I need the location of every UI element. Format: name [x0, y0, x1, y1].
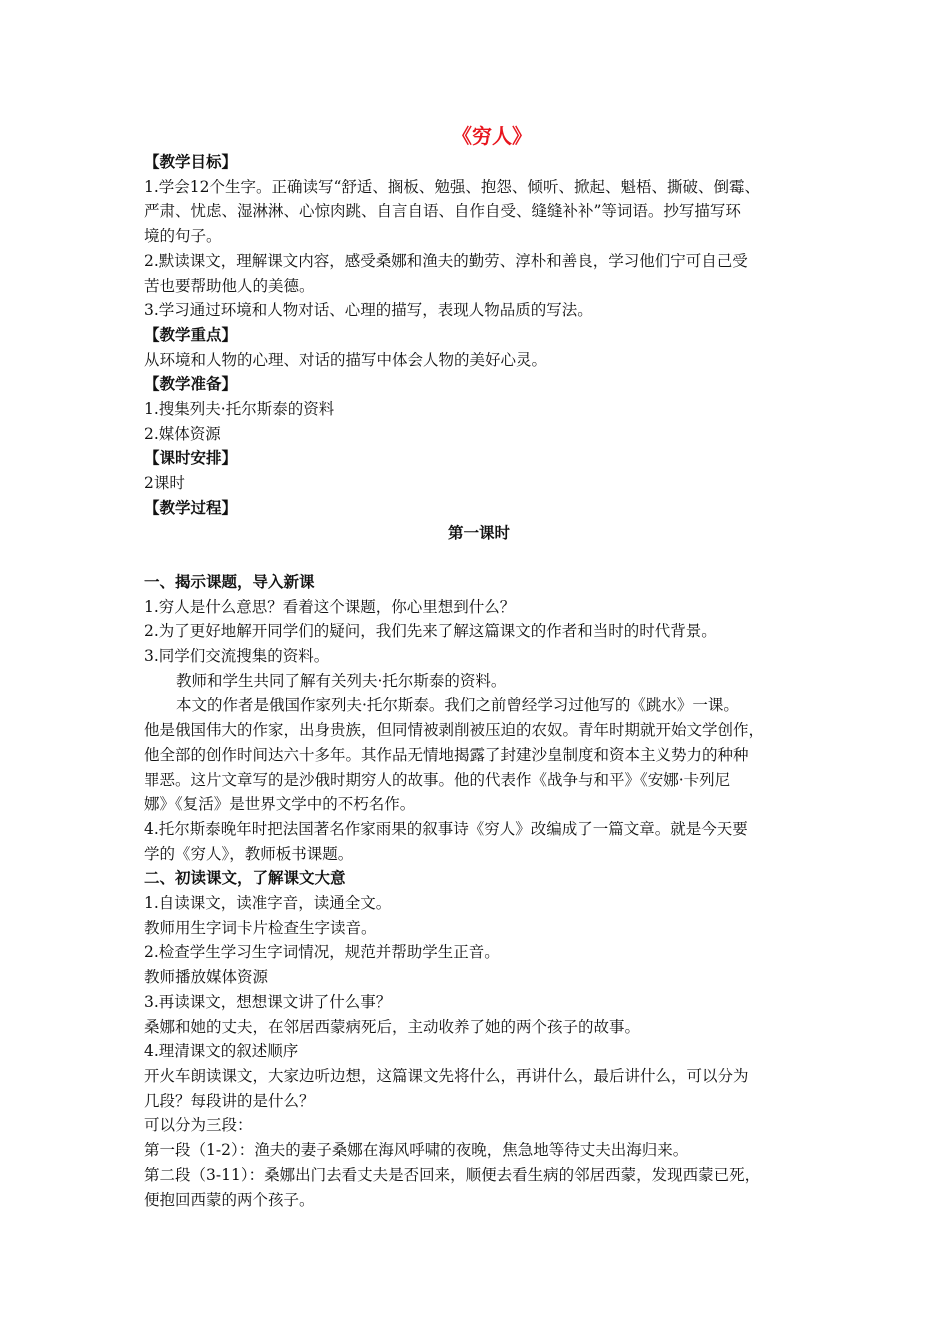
- section-heading: 【教学过程】: [144, 497, 238, 517]
- text-line: 可以分为三段：: [144, 1116, 253, 1135]
- text-line: 他全部的创作时间达六十多年。其作品无情地揭露了封建沙皇制度和资本主义势力的种种: [144, 745, 749, 764]
- text-line: 3.再读课文，想想课文讲了什么事？: [144, 992, 392, 1011]
- text-line: 教师播放媒体资源: [144, 968, 269, 987]
- section-heading: 【教学准备】: [144, 374, 238, 394]
- document-page: [144, 122, 814, 1212]
- text-line: 2课时: [144, 474, 185, 493]
- text-line: 1.搜集列夫·托尔斯泰的资料: [144, 400, 335, 419]
- text-line: 从环境和人物的心理、对话的描写中体会人物的美好心灵。: [144, 350, 548, 369]
- indented-paragraph-line: 本文的作者是俄国作家列夫·托尔斯泰。我们之前曾经学习过他写的《跳水》一课。: [176, 696, 739, 715]
- text-line: 4.理清课文的叙述顺序: [144, 1042, 299, 1061]
- lesson-subtitle: 第一课时: [447, 522, 510, 542]
- text-line: 境的句子。: [144, 227, 222, 246]
- text-line: 1.自读课文，读准字音，读通全文。: [144, 894, 392, 913]
- blank-line: [144, 545, 814, 570]
- text-line: 教师用生字词卡片检查生字读音。: [144, 918, 377, 937]
- section-heading: 一、揭示课题，导入新课: [144, 571, 315, 591]
- section-heading: 【课时安排】: [144, 448, 238, 468]
- text-line: 严肃、忧虑、湿淋淋、心惊肉跳、自言自语、自作自受、缝缝补补”等词语。抄写描写环: [144, 202, 741, 221]
- document-body: [144, 150, 814, 1212]
- text-line: 2.为了更好地解开同学们的疑问，我们先来了解这篇课文的作者和当时的时代背景。: [144, 622, 717, 641]
- text-line: 几段？每段讲的是什么？: [144, 1091, 315, 1110]
- text-line: 桑娜和她的丈夫，在邻居西蒙病死后，主动收养了她的两个孩子的故事。: [144, 1017, 641, 1036]
- text-line: 苦也要帮助他人的美德。: [144, 276, 315, 295]
- text-line: 第一段（1-2）：渔夫的妻子桑娜在海风呼啸的夜晚，焦急地等待丈夫出海归来。: [144, 1141, 689, 1160]
- section-heading: 【教学目标】: [144, 152, 238, 171]
- text-line: 开火车朗读课文，大家边听边想，这篇课文先将什么，再讲什么，最后讲什么，可以分为: [144, 1067, 749, 1085]
- text-line: 便抱回西蒙的两个孩子。: [144, 1190, 315, 1209]
- text-line: 2.检查学生学习生字词情况，规范并帮助学生正音。: [144, 943, 500, 962]
- text-line: 3.同学们交流搜集的资料。: [144, 647, 330, 666]
- text-line: 学的《穷人》，教师板书课题。: [144, 844, 354, 863]
- text-line: 2.默读课文，理解课文内容，感受桑娜和渔夫的勤劳、淳朴和善良，学习他们宁可自己受: [144, 251, 748, 270]
- text-line: 他是俄国伟大的作家，出身贵族，但同情被剥削被压迫的农奴。青年时期就开始文学创作，: [144, 721, 765, 740]
- text-line: 1.学会12个生字。正确读写“舒适、搁板、勉强、抱怨、倾听、掀起、魁梧、撕破、倒霉、: [144, 177, 760, 196]
- section-heading: 二、初读课文，了解课文大意: [144, 868, 346, 888]
- text-line: 4.托尔斯泰晚年时把法国著名作家雨果的叙事诗《穷人》改编成了一篇文章。就是今天要: [144, 819, 748, 838]
- section-heading: 【教学重点】: [144, 324, 238, 344]
- document-title: 《穷人》: [452, 124, 532, 148]
- text-line: 娜》《复活》是世界文学中的不朽名作。: [144, 795, 416, 814]
- indented-paragraph-line: 教师和学生共同了解有关列夫·托尔斯泰的资料。: [176, 671, 507, 690]
- text-line: 1.穷人是什么意思？看着这个课题，你心里想到什么？: [144, 597, 516, 616]
- text-line: 3.学习通过环境和人物对话、心理的描写，表现人物品质的写法。: [144, 301, 593, 320]
- text-line: 2.媒体资源: [144, 424, 221, 443]
- text-line: 罪恶。这片文章写的是沙俄时期穷人的故事。他的代表作《战争与和平》《安娜·卡列尼: [144, 770, 731, 789]
- text-line: 第二段（3-11）：桑娜出门去看丈夫是否回来，顺便去看生病的邻居西蒙，发现西蒙已死，: [144, 1165, 761, 1184]
